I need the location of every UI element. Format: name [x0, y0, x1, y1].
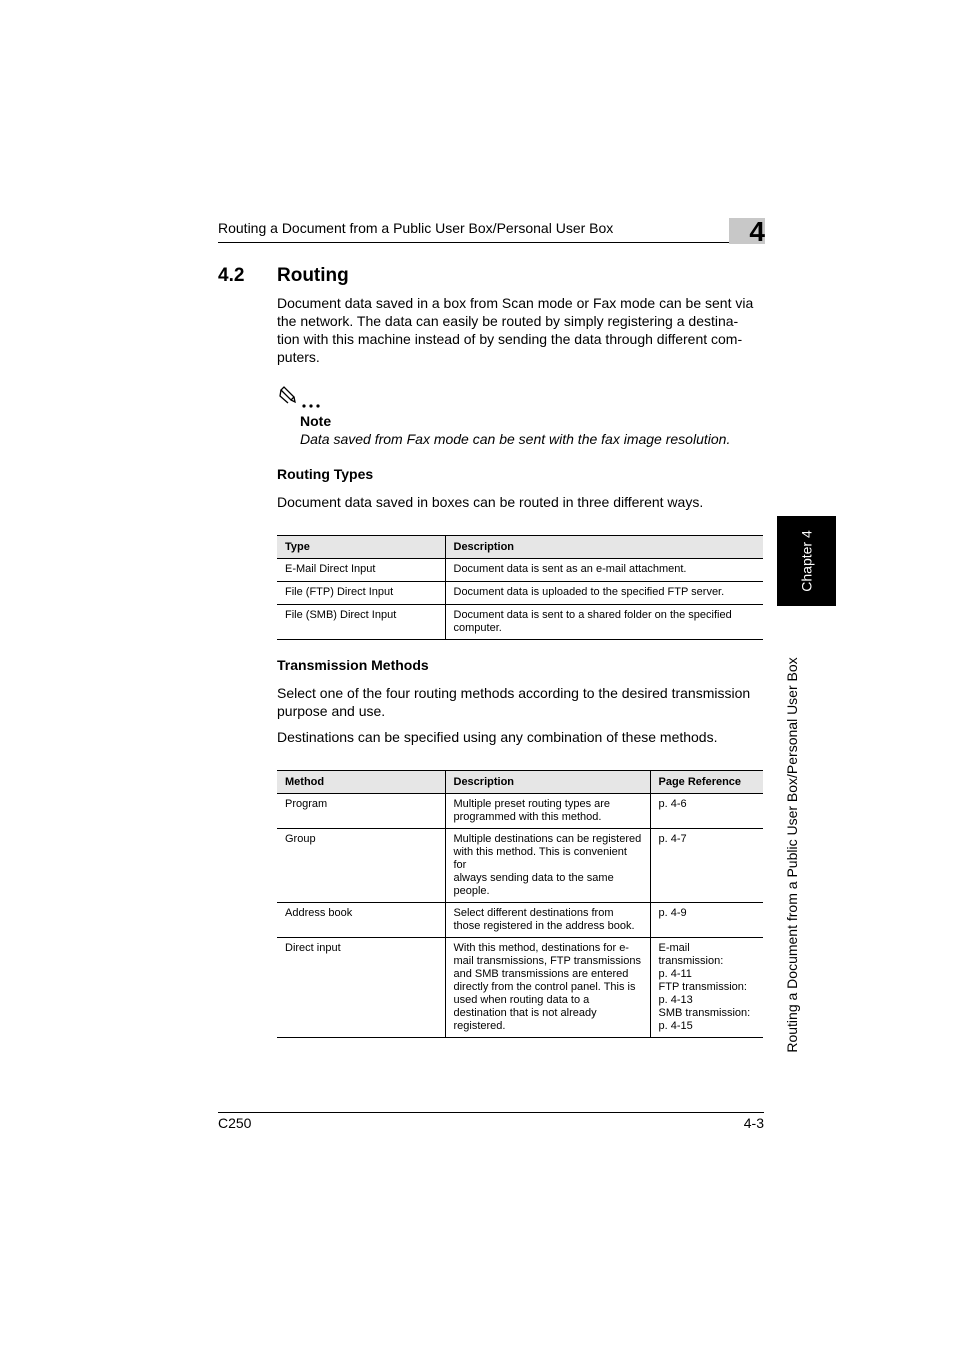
transmission-methods-table	[277, 770, 763, 1038]
description-line: destination that is not already	[453, 1007, 597, 1019]
pencil-note-icon	[278, 384, 328, 410]
description-line: used when routing data to a	[453, 994, 590, 1006]
description-line: with this method. This is convenient for	[453, 846, 627, 871]
reference-line: E-mail transmission:	[658, 942, 724, 967]
column-header: Description	[445, 536, 763, 559]
type-cell: File (FTP) Direct Input	[277, 582, 445, 605]
table-row	[277, 938, 763, 1038]
method-cell: Group	[277, 829, 445, 903]
method-cell: Program	[277, 794, 445, 829]
column-header: Description	[445, 771, 650, 794]
description-line: With this method, destinations for e-	[453, 942, 629, 954]
type-cell: E-Mail Direct Input	[277, 559, 445, 582]
description-cell	[445, 829, 650, 903]
description-line: directly from the control panel. This is	[453, 981, 636, 993]
description-line: programmed with this method.	[453, 811, 602, 823]
description-cell: Document data is uploaded to the specified FTP server.	[445, 582, 763, 605]
description-line: Multiple preset routing types are	[453, 798, 611, 810]
reference-cell	[650, 938, 763, 1038]
description-line: mail transmissions, FTP transmissions	[453, 955, 641, 967]
running-head: Routing a Document from a Public User Box/Personal User Box	[218, 220, 614, 236]
side-chapter-title-text: Routing a Document from a Public User Box/Personal User Box	[784, 657, 800, 1053]
method-cell: Direct input	[277, 938, 445, 1038]
description-line: Multiple destinations can be registered	[453, 833, 642, 845]
transmission-intro-line: Select one of the four routing methods according to the desired transmission	[277, 685, 751, 701]
transmission-intro-2: Destinations can be specified using any combination of these methods.	[277, 729, 718, 745]
reference-line: p. 4-7	[658, 833, 687, 845]
table-row	[277, 605, 763, 640]
note-text: Data saved from Fax mode can be sent with the fax image resolution.	[300, 431, 731, 447]
section-number: 4.2	[218, 265, 245, 286]
method-cell: Address book	[277, 903, 445, 938]
reference-line: p. 4-9	[658, 907, 687, 919]
table-row	[277, 559, 763, 582]
footer-rule	[218, 1112, 764, 1113]
header-rule	[218, 242, 764, 243]
section-title: Routing	[277, 265, 349, 286]
chapter-label: Chapter 4	[798, 530, 815, 592]
table-row	[277, 903, 763, 938]
reference-line: p. 4-6	[658, 798, 687, 810]
description-line: and SMB transmissions are entered	[453, 968, 629, 980]
description-line: those registered in the address book.	[453, 920, 635, 932]
reference-line: SMB transmission:	[658, 1007, 751, 1019]
description-cell	[445, 903, 650, 938]
reference-line: p. 4-13	[658, 994, 693, 1006]
chapter-side-tab-label	[777, 516, 836, 606]
table-row	[277, 582, 763, 605]
description-cell: Document data is sent to a shared folder on the specified computer.	[445, 605, 763, 640]
intro-line: tion with this machine instead of by sending the data through different com-	[277, 331, 743, 347]
transmission-intro-line: purpose and use.	[277, 703, 386, 719]
reference-cell	[650, 829, 763, 903]
intro-paragraph	[277, 294, 765, 366]
description-cell	[445, 794, 650, 829]
description-line: always sending data to the same	[453, 872, 614, 884]
column-header: Page Reference	[650, 771, 763, 794]
reference-cell	[650, 903, 763, 938]
reference-line: p. 4-11	[658, 968, 692, 980]
description-line: people.	[453, 885, 490, 897]
table-row	[277, 794, 763, 829]
note-label: Note	[300, 413, 332, 429]
reference-line: p. 4-15	[658, 1020, 693, 1032]
transmission-intro	[277, 684, 765, 720]
description-cell	[445, 938, 650, 1038]
routing-types-heading: Routing Types	[277, 466, 374, 482]
description-line: Select different destinations from	[453, 907, 614, 919]
intro-line: Document data saved in a box from Scan mode or Fax mode can be sent via	[277, 295, 754, 311]
transmission-methods-heading: Transmission Methods	[277, 657, 429, 673]
description-cell: Document data is sent as an e-mail attachment.	[445, 559, 763, 582]
type-cell: File (SMB) Direct Input	[277, 605, 445, 640]
intro-line: the network. The data can easily be routed by simply registering a destina-	[277, 313, 739, 329]
routing-types-intro: Document data saved in boxes can be routed in three different ways.	[277, 494, 704, 510]
reference-cell	[650, 794, 763, 829]
routing-types-table	[277, 535, 763, 640]
chapter-number: 4	[749, 216, 765, 247]
page-number: 4-3	[743, 1115, 764, 1131]
column-header: Method	[277, 771, 445, 794]
column-header: Type	[277, 536, 445, 559]
description-line: registered.	[453, 1020, 506, 1032]
footer-model: C250	[218, 1115, 252, 1131]
reference-line: FTP transmission:	[658, 981, 747, 993]
table-row	[277, 829, 763, 903]
intro-line: puters.	[277, 349, 320, 365]
